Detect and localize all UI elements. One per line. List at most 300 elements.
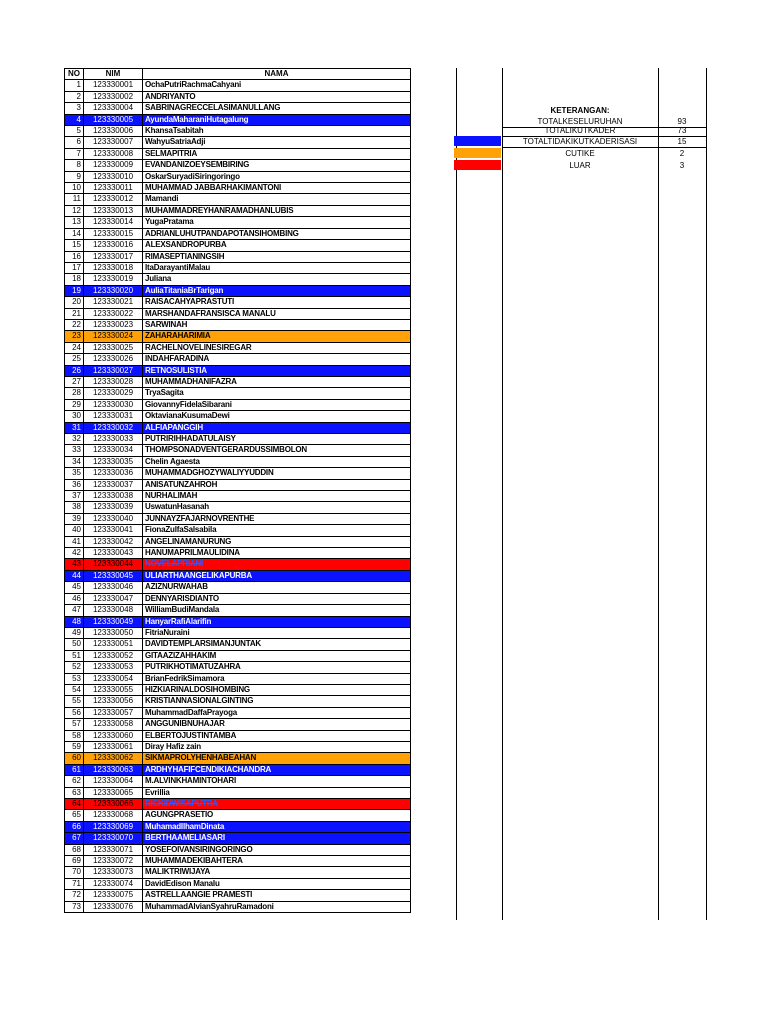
row-nim: 123330031	[84, 411, 143, 422]
table-row	[65, 491, 411, 502]
row-nim: 123330025	[84, 342, 143, 353]
row-nim: 123330021	[84, 297, 143, 308]
row-nim: 123330062	[84, 753, 143, 764]
header-nim: NIM	[84, 69, 143, 80]
row-no: 21	[65, 308, 84, 319]
table-row	[65, 308, 411, 319]
row-nama: KRISTIANNASIONALGINTING	[143, 696, 411, 707]
row-no: 53	[65, 673, 84, 684]
row-no: 1	[65, 80, 84, 91]
row-no: 46	[65, 593, 84, 604]
row-no: 10	[65, 183, 84, 194]
row-nama: ALEXSANDROPURBA	[143, 240, 411, 251]
row-nama: BERTHAAMELIASARI	[143, 833, 411, 844]
table-row	[65, 890, 411, 901]
row-nama: Juliana	[143, 274, 411, 285]
row-nim: 123330034	[84, 445, 143, 456]
row-no: 61	[65, 764, 84, 775]
row-nama: WahyuSatriaAdji	[143, 137, 411, 148]
row-nim: 123330054	[84, 673, 143, 684]
row-nim: 123330028	[84, 376, 143, 387]
table-row	[65, 741, 411, 752]
row-no: 15	[65, 240, 84, 251]
row-nama: RAISACAHYAPRASTUTI	[143, 297, 411, 308]
row-no: 48	[65, 616, 84, 627]
row-no: 73	[65, 901, 84, 912]
table-row	[65, 319, 411, 330]
table-row	[65, 456, 411, 467]
row-nim: 123330066	[84, 799, 143, 810]
row-no: 58	[65, 730, 84, 741]
column-divider	[456, 68, 457, 920]
row-nama: INDAHFARADINA	[143, 354, 411, 365]
row-nama: GiovannyFidelaSibarani	[143, 399, 411, 410]
table-row	[65, 684, 411, 695]
table-row	[65, 399, 411, 410]
table-row	[65, 434, 411, 445]
row-no: 33	[65, 445, 84, 456]
row-no: 54	[65, 684, 84, 695]
table-row	[65, 593, 411, 604]
row-nim: 123330023	[84, 319, 143, 330]
row-no: 67	[65, 833, 84, 844]
column-divider	[706, 68, 707, 920]
table-row	[65, 570, 411, 581]
row-nama: YOSEFOIVANSIRINGORINGO	[143, 844, 411, 855]
row-no: 16	[65, 251, 84, 262]
row-no: 57	[65, 719, 84, 730]
table-row	[65, 616, 411, 627]
legend-value: 2	[679, 149, 685, 158]
table-row	[65, 137, 411, 148]
table-row	[65, 513, 411, 524]
row-no: 12	[65, 205, 84, 216]
row-no: 59	[65, 741, 84, 752]
row-nim: 123330007	[84, 137, 143, 148]
row-no: 37	[65, 491, 84, 502]
row-nim: 123330033	[84, 434, 143, 445]
row-no: 45	[65, 582, 84, 593]
row-nim: 123330050	[84, 627, 143, 638]
row-nama: RETNOSULISTIA	[143, 365, 411, 376]
table-row	[65, 114, 411, 125]
table-row	[65, 764, 411, 775]
row-nim: 123330030	[84, 399, 143, 410]
row-nim: 123330056	[84, 696, 143, 707]
row-nama: ZAHARAHARIMIA	[143, 331, 411, 342]
row-nama: MALIKTRIWIJAYA	[143, 867, 411, 878]
row-no: 56	[65, 707, 84, 718]
table-row	[65, 411, 411, 422]
row-nim: 123330047	[84, 593, 143, 604]
row-no: 55	[65, 696, 84, 707]
row-no: 35	[65, 468, 84, 479]
row-nim: 123330019	[84, 274, 143, 285]
legend-row	[502, 148, 706, 159]
row-nama: AZIZNURWAHAB	[143, 582, 411, 593]
row-nama: TryaSagita	[143, 388, 411, 399]
row-no: 20	[65, 297, 84, 308]
table-header-row	[65, 69, 411, 80]
table-row	[65, 422, 411, 433]
row-nama: MARSHANDAFRANSISCA MANALU	[143, 308, 411, 319]
table-row	[65, 559, 411, 570]
legend-label: LUAR	[569, 161, 591, 170]
row-no: 34	[65, 456, 84, 467]
table-row	[65, 502, 411, 513]
row-nim: 123330063	[84, 764, 143, 775]
row-nama: ANGGUNIBNUHAJAR	[143, 719, 411, 730]
row-nama: Diray Hafiz zain	[143, 741, 411, 752]
row-nama: SIKMAPROLYHENHABEAHAN	[143, 753, 411, 764]
row-nama: NURHALIMAH	[143, 491, 411, 502]
row-no: 64	[65, 799, 84, 810]
row-nim: 123330046	[84, 582, 143, 593]
row-nama: OskarSuryadiSiringoringo	[143, 171, 411, 182]
table-row	[65, 753, 411, 764]
table-row	[65, 365, 411, 376]
row-nama: MuhamadIlhamDinata	[143, 821, 411, 832]
row-nim: 123330002	[84, 91, 143, 102]
row-nim: 123330036	[84, 468, 143, 479]
row-no: 36	[65, 479, 84, 490]
row-no: 26	[65, 365, 84, 376]
row-nama: OchaPutriRachmaCahyani	[143, 80, 411, 91]
row-nama: MUHAMMADGHOZYWALIYYUDDIN	[143, 468, 411, 479]
row-nim: 123330027	[84, 365, 143, 376]
column-divider	[658, 68, 659, 920]
legend-row	[502, 160, 706, 171]
row-nim: 123330010	[84, 171, 143, 182]
row-no: 14	[65, 228, 84, 239]
legend-color-swatch	[454, 160, 501, 170]
row-nim: 123330064	[84, 776, 143, 787]
legend-label: TOTALTIDAKIKUTKADERISASI	[522, 137, 638, 146]
row-nama: ADRIANLUHUTPANDAPOTANSIHOMBING	[143, 228, 411, 239]
row-nim: 123330014	[84, 217, 143, 228]
row-nim: 123330024	[84, 331, 143, 342]
row-nama: ANGELINAMANURUNG	[143, 536, 411, 547]
table-row	[65, 388, 411, 399]
row-nama: MUHAMMAD JABBARHAKIMANTONI	[143, 183, 411, 194]
table-row	[65, 548, 411, 559]
table-row	[65, 799, 411, 810]
row-no: 6	[65, 137, 84, 148]
row-nim: 123330042	[84, 536, 143, 547]
table-row	[65, 183, 411, 194]
row-nim: 123330018	[84, 262, 143, 273]
table-row	[65, 867, 411, 878]
row-nama: GITAAZIZAHHAKIM	[143, 650, 411, 661]
row-nama: Mamandi	[143, 194, 411, 205]
header-no: NO	[65, 69, 84, 80]
row-nama: JUNNAYZFAJARNOVRENTHE	[143, 513, 411, 524]
row-nim: 123330075	[84, 890, 143, 901]
row-no: 60	[65, 753, 84, 764]
table-row	[65, 331, 411, 342]
row-nama: MUHAMMADHANIFAZRA	[143, 376, 411, 387]
row-nim: 123330035	[84, 456, 143, 467]
row-nim: 123330020	[84, 285, 143, 296]
row-no: 38	[65, 502, 84, 513]
keterangan-title: KETERANGAN:	[550, 106, 610, 115]
row-nama: HIZKIARINALDOSIHOMBING	[143, 684, 411, 695]
table-row	[65, 240, 411, 251]
row-no: 2	[65, 91, 84, 102]
row-nama: ELBERTOJUSTINTAMBA	[143, 730, 411, 741]
row-nim: 123330061	[84, 741, 143, 752]
row-nim: 123330006	[84, 126, 143, 137]
table-row	[65, 354, 411, 365]
legend-row	[502, 136, 706, 148]
row-no: 28	[65, 388, 84, 399]
row-no: 18	[65, 274, 84, 285]
table-row	[65, 605, 411, 616]
row-nama: UswatunHasanah	[143, 502, 411, 513]
table-body	[65, 80, 411, 913]
row-nama: MuhammadAlvianSyahruRamadoni	[143, 901, 411, 912]
row-no: 50	[65, 639, 84, 650]
row-no: 22	[65, 319, 84, 330]
legend-color-swatch	[454, 136, 501, 146]
row-no: 44	[65, 570, 84, 581]
row-nama: NOVELAPRIANI	[143, 559, 411, 570]
table-row	[65, 217, 411, 228]
table-row	[65, 844, 411, 855]
row-nim: 123330015	[84, 228, 143, 239]
row-nama: ANDRIYANTO	[143, 91, 411, 102]
table-row	[65, 821, 411, 832]
row-nama: PUTRIRIHHADATULAISY	[143, 434, 411, 445]
row-nama: THOMPSONADVENTGERARDUSSIMBOLON	[143, 445, 411, 456]
row-nama: WilliamBudiMandala	[143, 605, 411, 616]
row-nim: 123330060	[84, 730, 143, 741]
row-nim: 123330041	[84, 525, 143, 536]
table-row	[65, 810, 411, 821]
row-nama: EVANDANIZOEYSEMBIRING	[143, 160, 411, 171]
row-no: 11	[65, 194, 84, 205]
row-nim: 123330043	[84, 548, 143, 559]
table-row	[65, 696, 411, 707]
table-row	[65, 719, 411, 730]
row-nama: FitriaNuraini	[143, 627, 411, 638]
row-nim: 123330016	[84, 240, 143, 251]
row-no: 70	[65, 867, 84, 878]
row-nim: 123330069	[84, 821, 143, 832]
row-nim: 123330048	[84, 605, 143, 616]
row-nama: ALFIAPANGGIH	[143, 422, 411, 433]
table-row	[65, 228, 411, 239]
row-nim: 123330052	[84, 650, 143, 661]
table-row	[65, 262, 411, 273]
row-nim: 123330073	[84, 867, 143, 878]
row-no: 72	[65, 890, 84, 901]
table-row	[65, 662, 411, 673]
table-row	[65, 376, 411, 387]
row-nim: 123330053	[84, 662, 143, 673]
row-nama: KhansaTsabitah	[143, 126, 411, 137]
row-nama: MUHAMMADEKIBAHTERA	[143, 856, 411, 867]
table-row	[65, 627, 411, 638]
table-row	[65, 285, 411, 296]
table-row	[65, 776, 411, 787]
table-row	[65, 80, 411, 91]
row-nim: 123330057	[84, 707, 143, 718]
table-row	[65, 582, 411, 593]
row-no: 3	[65, 103, 84, 114]
table-row	[65, 171, 411, 182]
row-nim: 123330045	[84, 570, 143, 581]
row-nama: SABRINAGRECCELASIMANULLANG	[143, 103, 411, 114]
row-no: 68	[65, 844, 84, 855]
legend-value: 3	[679, 161, 685, 170]
column-divider	[502, 68, 503, 920]
row-no: 62	[65, 776, 84, 787]
table-row	[65, 878, 411, 889]
row-nim: 123330001	[84, 80, 143, 91]
header-nama: NAMA	[143, 69, 411, 80]
row-nama: MUHAMMADREYHANRAMADHANLUBIS	[143, 205, 411, 216]
row-nama: HanyarRafiAlarifin	[143, 616, 411, 627]
row-nim: 123330022	[84, 308, 143, 319]
table-row	[65, 673, 411, 684]
table-row	[65, 833, 411, 844]
table-row	[65, 342, 411, 353]
row-nim: 123330076	[84, 901, 143, 912]
table-row	[65, 479, 411, 490]
row-no: 30	[65, 411, 84, 422]
row-nim: 123330058	[84, 719, 143, 730]
row-nama: ARDHYHAFIFCENDIKIACHANDRA	[143, 764, 411, 775]
row-nama: BrianFedrikSimamora	[143, 673, 411, 684]
row-nim: 123330072	[84, 856, 143, 867]
row-no: 5	[65, 126, 84, 137]
row-nim: 123330044	[84, 559, 143, 570]
table-row	[65, 297, 411, 308]
row-nim: 123330038	[84, 491, 143, 502]
legend-label: TOTALKESELURUHAN	[537, 117, 623, 126]
row-no: 24	[65, 342, 84, 353]
row-nama: FionaZulfaSalsabila	[143, 525, 411, 536]
row-nim: 123330049	[84, 616, 143, 627]
row-nim: 123330004	[84, 103, 143, 114]
legend-label: CUTIKE	[565, 149, 595, 158]
row-no: 51	[65, 650, 84, 661]
row-nim: 123330012	[84, 194, 143, 205]
row-nama: DavidEdison Manalu	[143, 878, 411, 889]
row-no: 29	[65, 399, 84, 410]
row-no: 39	[65, 513, 84, 524]
row-nama: HANUMAPRILMAULIDINA	[143, 548, 411, 559]
row-nama: Evrillia	[143, 787, 411, 798]
row-nim: 123330008	[84, 148, 143, 159]
row-no: 63	[65, 787, 84, 798]
legend-value: 73	[677, 126, 687, 135]
row-no: 8	[65, 160, 84, 171]
row-no: 66	[65, 821, 84, 832]
row-no: 71	[65, 878, 84, 889]
row-nim: 123330032	[84, 422, 143, 433]
row-nim: 123330055	[84, 684, 143, 695]
row-no: 13	[65, 217, 84, 228]
row-nim: 123330005	[84, 114, 143, 125]
table-row	[65, 445, 411, 456]
table-row	[65, 650, 411, 661]
table-row	[65, 103, 411, 114]
row-nama: SELMAPITRIA	[143, 148, 411, 159]
row-no: 19	[65, 285, 84, 296]
row-nim: 123330037	[84, 479, 143, 490]
row-no: 32	[65, 434, 84, 445]
row-nama: SARWINAH	[143, 319, 411, 330]
row-no: 25	[65, 354, 84, 365]
row-no: 7	[65, 148, 84, 159]
row-no: 41	[65, 536, 84, 547]
row-no: 43	[65, 559, 84, 570]
row-nim: 123330040	[84, 513, 143, 524]
table-row	[65, 536, 411, 547]
legend-value: 15	[677, 137, 687, 146]
row-no: 49	[65, 627, 84, 638]
row-no: 9	[65, 171, 84, 182]
row-nama: M.ALVINKHAMINTOHARI	[143, 776, 411, 787]
table-row	[65, 251, 411, 262]
row-nama: AuliaTitaniaBrTarigan	[143, 285, 411, 296]
row-nama: ASTRELLAANGIE PRAMESTI	[143, 890, 411, 901]
legend-value: 93	[677, 117, 687, 126]
row-no: 47	[65, 605, 84, 616]
row-nama: ItaDarayantiMalau	[143, 262, 411, 273]
table-row	[65, 468, 411, 479]
row-no: 69	[65, 856, 84, 867]
table-row	[65, 787, 411, 798]
row-nama: AGUNGPRASETIO	[143, 810, 411, 821]
table-row	[65, 126, 411, 137]
legend-label: TOTALIKUTKADER	[544, 126, 616, 135]
row-nama: RIMASEPTIANINGSIH	[143, 251, 411, 262]
row-nim: 123330071	[84, 844, 143, 855]
row-nim: 123330013	[84, 205, 143, 216]
row-nama: DENNYARISDIANTO	[143, 593, 411, 604]
row-nim: 123330051	[84, 639, 143, 650]
row-nama: ULIARTHAANGELIKAPURBA	[143, 570, 411, 581]
table-row	[65, 274, 411, 285]
table-row	[65, 856, 411, 867]
row-no: 65	[65, 810, 84, 821]
legend-color-swatch	[454, 148, 501, 158]
row-nim: 123330029	[84, 388, 143, 399]
table-row	[65, 730, 411, 741]
table-row	[65, 639, 411, 650]
row-nim: 123330070	[84, 833, 143, 844]
table-row	[65, 91, 411, 102]
row-nama: OktavianaKusumaDewi	[143, 411, 411, 422]
row-no: 42	[65, 548, 84, 559]
student-table	[64, 68, 411, 913]
row-nim: 123330065	[84, 787, 143, 798]
row-no: 23	[65, 331, 84, 342]
row-no: 27	[65, 376, 84, 387]
table-row	[65, 160, 411, 171]
row-nim: 123330017	[84, 251, 143, 262]
row-nama: MuhammadDaffaPrayoga	[143, 707, 411, 718]
row-nim: 123330009	[84, 160, 143, 171]
row-nim: 123330026	[84, 354, 143, 365]
row-no: 4	[65, 114, 84, 125]
row-nama: YugaPratama	[143, 217, 411, 228]
table-row	[65, 707, 411, 718]
row-nama: DAVIDTEMPLARSIMANJUNTAK	[143, 639, 411, 650]
